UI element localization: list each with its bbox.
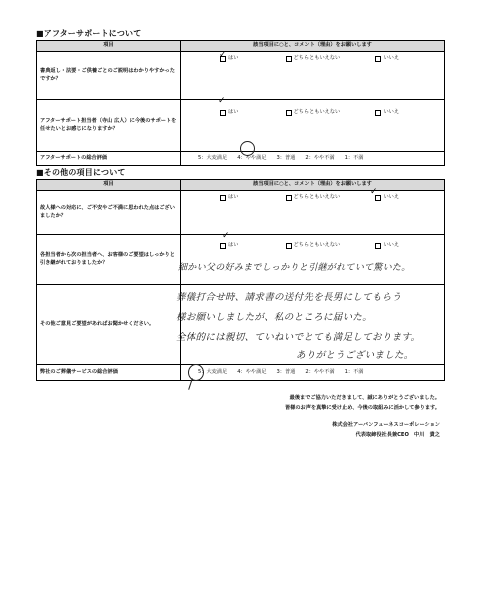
answer-cell [181, 100, 445, 152]
option-yes[interactable]: はい [220, 109, 286, 116]
option-no[interactable]: いいえ [375, 194, 441, 201]
rating-5[interactable]: 5：大変満足 [198, 154, 228, 161]
checkbox-icon[interactable] [220, 110, 226, 116]
answer-cell [181, 191, 445, 235]
option-yes[interactable]: はい [220, 242, 286, 249]
checkbox-icon[interactable] [286, 195, 292, 201]
section2-title: ■その他の項目について [36, 168, 126, 177]
checkbox-icon[interactable] [375, 56, 381, 62]
rating-2[interactable]: 2：やや不満 [305, 154, 335, 161]
checkbox-icon[interactable] [375, 110, 381, 116]
checkbox-icon[interactable] [286, 243, 292, 249]
rating-1[interactable]: 1：不満 [344, 368, 364, 375]
option-no[interactable]: いいえ [375, 242, 441, 249]
thanks-line-1: 最後までご協力いただきまして、誠にありがとうございました。 [289, 395, 440, 401]
total-rating-label: 弊社のご葬儀サービスの総合評価 [37, 365, 181, 381]
rating-4[interactable]: 4：やや満足 [237, 368, 267, 375]
header-item: 項目 [37, 180, 181, 191]
handwritten-comment-line-2: 様お願いしましたが、私のところに届いた。 [176, 312, 373, 323]
question-other-comments: その他ご意見ご要望があればお聞かせください。 [37, 285, 181, 365]
header-answer: 該当項目に○と、コメント（理由）をお願いします [181, 180, 445, 191]
handwritten-comment-handover: 細かい父の好みまでしっかりと引継がれていて驚いた。 [178, 263, 411, 273]
rating-circle-mark [188, 364, 204, 381]
question-explanation: 書典返し・法要・ご供養ごとのご説明はわかりやすかったですか？ [37, 52, 181, 100]
header-answer: 該当項目に○と、コメント（理由）をお願いします [181, 41, 445, 52]
handwritten-comment-line-3: 全体的には親切、ていねいでとても満足しております。 [176, 332, 421, 343]
rating-1[interactable]: 1：不満 [344, 154, 364, 161]
checkbox-icon[interactable] [375, 243, 381, 249]
total-rating-label: アフターサポートの総合評価 [37, 152, 181, 166]
rating-3[interactable]: 3：普通 [276, 154, 296, 161]
option-no[interactable]: いいえ [375, 55, 441, 62]
checkbox-icon[interactable] [286, 56, 292, 62]
question-deceased-care: 故人様への対応に、ご不安やご不満に思われた点はございましたか？ [37, 191, 181, 235]
header-item: 項目 [37, 41, 181, 52]
handwritten-comment-line-4: ありがとうございました。 [296, 350, 414, 361]
checkbox-icon[interactable] [220, 243, 226, 249]
thanks-line-2: 皆様のお声を真摯に受け止め、今後の取組みに活かして参ります。 [284, 405, 440, 411]
check-mark-icon: ✓ [219, 50, 227, 60]
rating-2[interactable]: 2：やや不満 [305, 368, 335, 375]
option-no[interactable]: いいえ [375, 109, 441, 116]
option-neutral[interactable]: どちらともいえない [286, 55, 376, 62]
question-support-person: アフターサポート担当者（寺山 広人）に今後のサポートを任せたいとお感じになりますか？ [37, 100, 181, 152]
rating-4[interactable]: 4：やや満足 [237, 154, 267, 161]
rating-5[interactable]: 5：大変満足 [198, 368, 228, 375]
check-mark-icon: ✓ [370, 187, 378, 197]
check-mark-icon: ✓ [222, 231, 230, 241]
checkbox-icon[interactable] [286, 110, 292, 116]
option-neutral[interactable]: どちらともいえない [286, 109, 376, 116]
company-name: 株式会社アーバンフューネスコーポレーション [332, 422, 440, 428]
option-yes[interactable]: はい [220, 194, 286, 201]
rating-cell [181, 365, 445, 381]
check-mark-icon: ✓ [218, 96, 226, 106]
rating-3[interactable]: 3：普通 [276, 368, 296, 375]
option-neutral[interactable]: どちらともいえない [286, 194, 376, 201]
ceo-name: 代表取締役社長兼CEO 中川 貴之 [355, 432, 440, 438]
option-yes[interactable]: はい [220, 55, 286, 62]
option-neutral[interactable]: どちらともいえない [286, 242, 376, 249]
rating-cell [181, 152, 445, 166]
handwritten-comment-line-1: 葬儀打合せ時、請求書の送付先を長男にしてもらう [176, 292, 402, 303]
checkbox-icon[interactable] [220, 195, 226, 201]
section1-title: ■アフターサポートについて [36, 29, 142, 38]
question-handover: 各担当者から次の担当者へ、お客様のご要望はしっかりと引き継がれておりましたか？ [37, 235, 181, 285]
rating-circle-mark [240, 141, 255, 156]
